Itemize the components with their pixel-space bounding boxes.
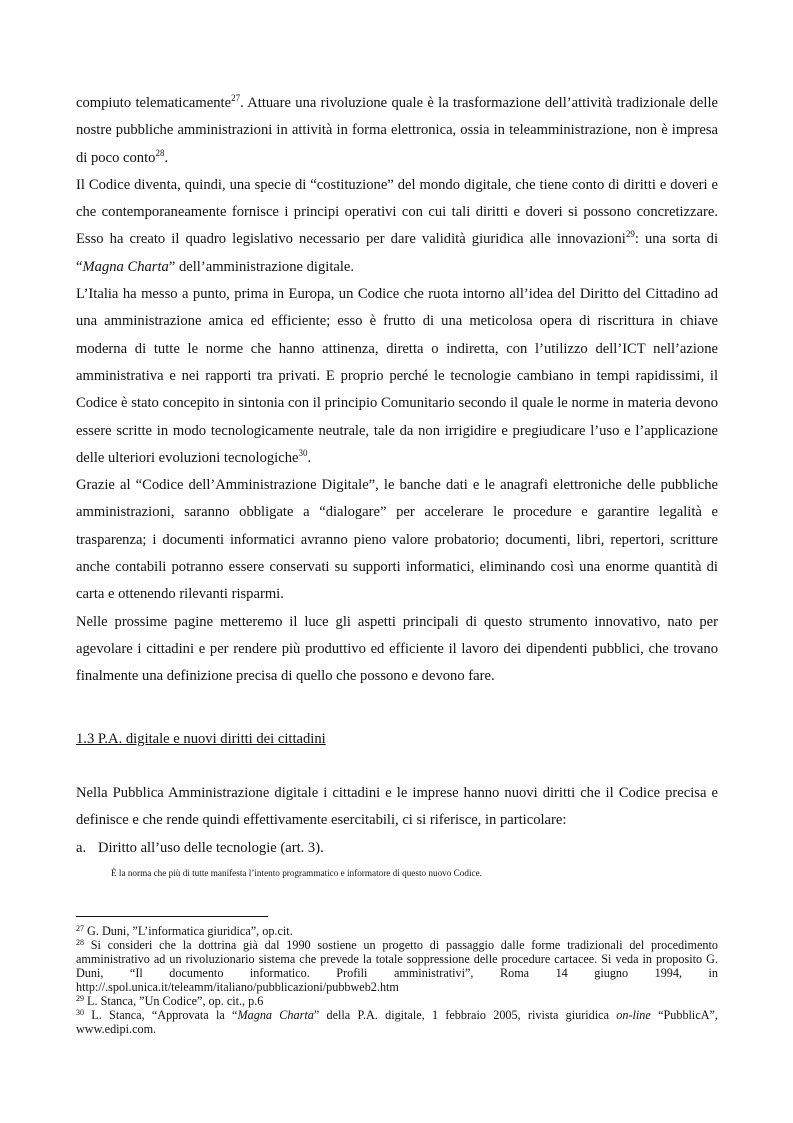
footnote-number: 28	[76, 938, 84, 947]
footnote-text: G. Duni, ”L’informatica giuridica”, op.cit.	[84, 924, 293, 938]
paragraph-3	[76, 281, 718, 472]
paragraph-2	[76, 172, 718, 281]
footnotes	[76, 924, 718, 1036]
footnote-text: Si consideri che la dottrina già dal 1990 sostiene un progetto di passaggio dalle forme tradizionali del procedimento amministrativo ad un rivoluzionario sistema che prevede la totale soppressione delle procedure cartacee. Si veda in proposito G. Duni, “Il documento informatico. Profili amministrativi”, Roma 14 giugno 1994, in http://.spol.unica.it/teleamm/italiano/pubblicazioni/pubbweb2.htm	[76, 938, 718, 994]
footnote-28	[76, 938, 718, 994]
list-marker: a.	[76, 839, 87, 856]
paragraph-text: ” dell’amministrazione digitale.	[168, 258, 355, 275]
paragraph-text: Grazie al “Codice dell’Amministrazione Digitale”, le banche dati e le anagrafi elettroniche delle pubbliche amministrazioni, saranno obbligate a “dialogare” per accelerare le procedure e garantire legalità e trasparenza; i documenti informatici avranno pieno valore probatorio; documenti, libri, repertori, scritture anche contabili potranno essere conservati su supporti informatici, eliminando così una enorme quantità di carta e ottenendo rilevanti risparmi.	[76, 477, 718, 603]
section-intro: Nella Pubblica Amministrazione digitale i cittadini e le imprese hanno nuovi diritti che il Codice precisa e definisce e che rende quindi effettivamente esercitabili, ci si riferisce, in particolare:	[76, 785, 718, 829]
page-body	[76, 90, 718, 878]
footnote-text: “PubblicA”, www.edipi.com.	[76, 1008, 718, 1036]
footnote-ref-28[interactable]: 28	[155, 147, 165, 158]
paragraph-text: Il Codice diventa, quindi, una specie di “costituzione” del mondo digitale, che tiene conto di diritti e doveri e che contemporaneamente fornisce i principi operativi con cui tali diritti e doveri si possono concretizzare. Esso ha creato il quadro legislativo necessario per dare validità giuridica alle innovazioni	[76, 176, 718, 248]
paragraph-text: .	[164, 149, 169, 166]
footnote-27	[76, 924, 718, 938]
emphasis-text: Magna Charta	[82, 258, 169, 275]
footnote-number: 29	[76, 994, 84, 1003]
paragraph-text: Nelle prossime pagine metteremo il luce gli aspetti principali di questo strumento innovativo, nato per agevolare i cittadini e per rendere più produttivo ed efficiente il lavoro dei dipendenti pubblici, che trovano finalmente una definizione precisa di quello che possono e devono fare.	[76, 613, 718, 685]
emphasis-text: on-line	[616, 1008, 651, 1022]
paragraph-text: .	[307, 449, 312, 466]
paragraph-text: : una sorta di “	[76, 231, 718, 275]
paragraph-4	[76, 472, 718, 608]
list-item-text: Diritto all’uso delle tecnologie (art. 3).	[98, 839, 324, 856]
footnote-ref-29[interactable]: 29	[625, 229, 635, 240]
footnote-divider	[76, 916, 268, 917]
paragraph-text: compiuto telematicamente	[76, 95, 232, 111]
footnote-30	[76, 1008, 718, 1036]
section-heading: 1.3 P.A. digitale e nuovi diritti dei cittadini	[76, 731, 326, 747]
footnote-ref-27[interactable]: 27	[231, 93, 241, 103]
paragraph-5	[76, 609, 718, 691]
small-note: È la norma che più di tutte manifesta l’intento programmatico e informatore di questo nuovo Codice.	[111, 867, 482, 878]
footnote-number: 27	[76, 924, 84, 933]
section-content	[76, 780, 718, 878]
footnote-text: L. Stanca, ”Un Codice”, op. cit., p.6	[84, 994, 264, 1008]
footnote-text: ” della P.A. digitale, 1 febbraio 2005, rivista giuridica	[313, 1008, 617, 1022]
paragraph-text: L’Italia ha messo a punto, prima in Europa, un Codice che ruota intorno all’idea del Diritto del Cittadino ad una amministrazione amica ed efficiente; esso è frutto di una meticolosa opera di riscrittura in chiave moderna di tutte le norme che hanno attinenza, diretta o indiretta, con l’utilizzo dell’ICT nell’azione amministrativa e nei rapporti tra privati. E proprio perché le tecnologie cambiano in tempi rapidissimi, il Codice è stato concepito in sintonia con il principio Comunitario secondo il quale le norme in materia devono essere scritte in modo tecnologicamente neutrale, tale da non irrigidire e pregiudicare l’uso e l’applicazione delle ulteriori evoluzioni tecnologiche	[76, 286, 718, 466]
footnote-text: L. Stanca, “Approvata la “	[84, 1008, 238, 1022]
footnote-ref-30[interactable]: 30	[298, 447, 308, 458]
footnote-29	[76, 994, 718, 1008]
paragraph-1	[76, 90, 718, 172]
paragraph-text: . Attuare una rivoluzione quale è la trasformazione dell’attività tradizionale delle nostre pubbliche amministrazioni in attività in forma elettronica, ossia in teleamministrazione, non è impresa di poco conto	[76, 95, 718, 166]
list-item	[76, 835, 718, 862]
emphasis-text: Magna Charta	[237, 1008, 314, 1022]
footnote-number: 30	[76, 1008, 84, 1017]
